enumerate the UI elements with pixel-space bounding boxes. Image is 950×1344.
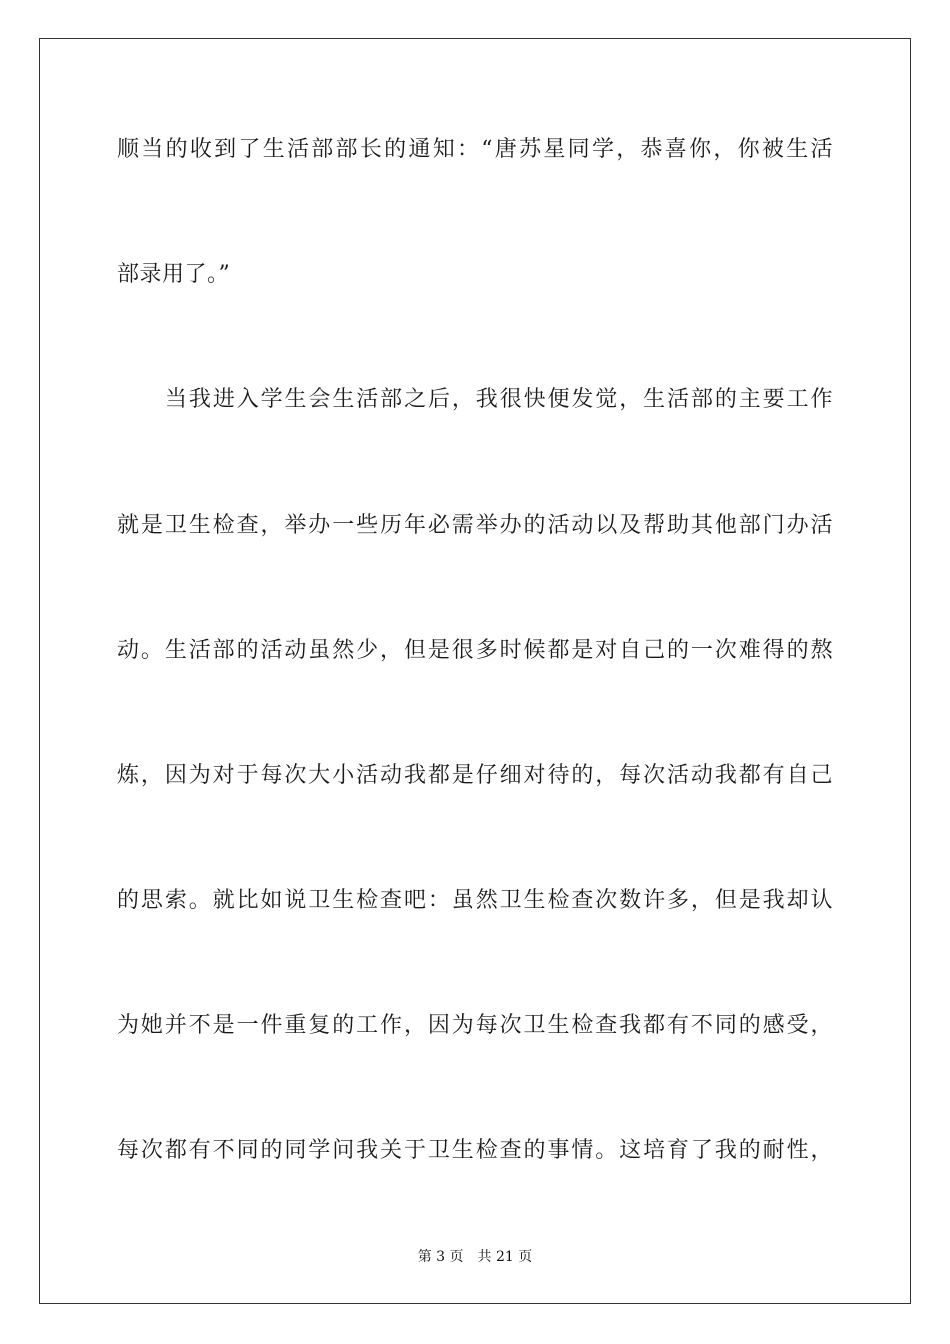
paragraph-line: 部录用了。”	[117, 262, 231, 287]
page-frame	[39, 38, 911, 1304]
paragraph-line: 炼，因为对于每次大小活动我都是仔细对待的，每次活动我都有自己	[117, 763, 833, 788]
paragraph-line: 动。生活部的活动虽然少，但是很多时候都是对自己的一次难得的熬	[117, 638, 833, 663]
page-number: 第 3 页	[417, 1249, 464, 1265]
paragraph-line: 就是卫生检查，举办一些历年必需举办的活动以及帮助其他部门办活	[117, 513, 833, 538]
paragraph-line: 为她并不是一件重复的工作，因为每次卫生检查我都有不同的感受，	[117, 1013, 833, 1038]
paragraph-line: 每次都有不同的同学问我关于卫生检查的事情。这培育了我的耐性，	[117, 1138, 833, 1163]
paragraph-line: 的思索。就比如说卫生检查吧：虽然卫生检查次数许多，但是我却认	[117, 888, 833, 913]
page-footer	[0, 1248, 950, 1266]
paragraph-line: 当我进入学生会生活部之后，我很快便发觉，生活部的主要工作	[165, 387, 833, 412]
paragraph-line: 顺当的收到了生活部部长的通知：“唐苏星同学，恭喜你，你被生活	[117, 137, 833, 162]
total-pages: 共 21 页	[477, 1249, 533, 1265]
